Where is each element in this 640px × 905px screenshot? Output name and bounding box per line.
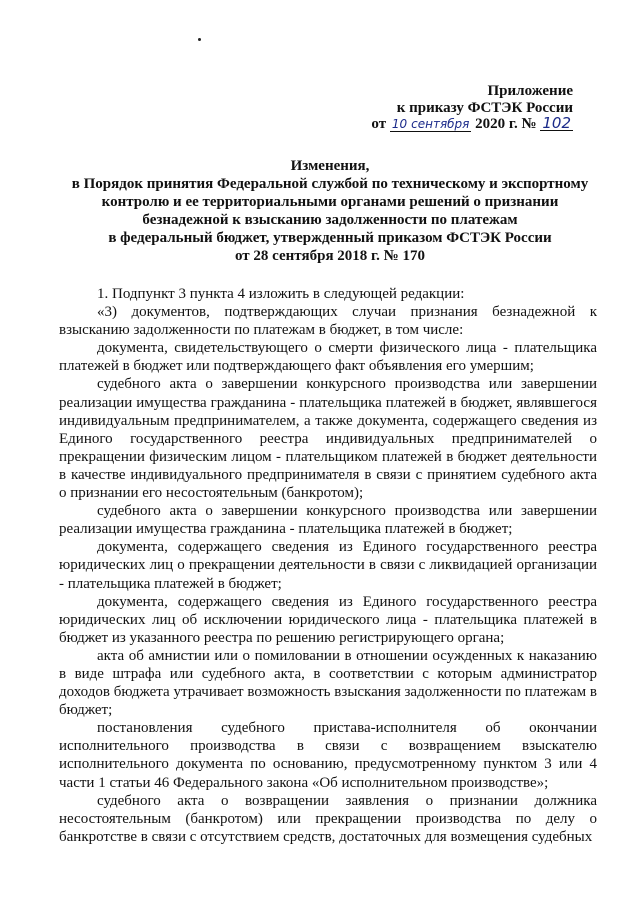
paragraph: «3) документов, подтверждающих случаи признания безнадежной к взысканию задолженности по платежам в бюджет, в том числе: bbox=[59, 304, 597, 339]
title-line-5: в федеральный бюджет, утвержденный приказом ФСТЭК России bbox=[108, 230, 552, 246]
paragraph: 1. Подпункт 3 пункта 4 изложить в следующей редакции: bbox=[97, 286, 465, 302]
paragraph: судебного акта о завершении конкурсного производства или завершении реализации имущества гражданина - плательщика платежей в бюджет, являвшегося индивидуальным предпринимателем, а также документа, содержащего сведения из Единого государственного реестра индивидуальных предпринимателей о прекращении физическим лицом - плательщиком платежей в бюджет деятельности в качестве индивидуального предпринимателя в связи с принятием судебного акта о признании его несостоятельным (банкротом); bbox=[59, 376, 597, 502]
paragraph: постановления судебного пристава-исполнителя об окончании исполнительного производства в связи с возвращением взыскателю исполнительного документа по основанию, предусмотренному пунктом 3 или 4 части 1 статьи 46 Федерального закона «Об исполнительном производстве»; bbox=[59, 720, 597, 791]
handwritten-month: сентября bbox=[411, 117, 470, 131]
appendix-block bbox=[213, 83, 573, 133]
paragraph: документа, содержащего сведения из Единого государственного реестра юридических лиц о прекращении деятельности в связи с ликвидацией организации - плательщика платежей в бюджет; bbox=[59, 539, 597, 592]
scan-speck bbox=[198, 38, 201, 41]
handwritten-day: 10 bbox=[391, 117, 408, 131]
appendix-label: Приложение bbox=[487, 83, 573, 99]
date-year: 2020 г. № bbox=[475, 116, 537, 132]
paragraph: документа, содержащего сведения из Единого государственного реестра юридических лиц об исключении юридического лица - плательщика платежей в бюджет из указанного реестра по решению регистрирующего органа; bbox=[59, 593, 597, 646]
title-line-6: от 28 сентября 2018 г. № 170 bbox=[235, 248, 425, 264]
paragraph: документа, свидетельствующего о смерти физического лица - плательщика платежей в бюджет или подтверждающего факт объявления его умершим; bbox=[59, 340, 597, 375]
appendix-order-ref: к приказу ФСТЭК России bbox=[396, 99, 573, 116]
document-title bbox=[60, 157, 600, 265]
handwritten-order-number: 102 bbox=[542, 114, 571, 132]
paragraph: акта об амнистии или о помиловании в отношении осужденных к наказанию в виде штрафа или судебного акта, в соответствии с которым администратор доходов бюджета утрачивает возможность взыскания задолженности по платежам в бюджет; bbox=[59, 647, 597, 719]
date-prefix: от bbox=[371, 116, 387, 132]
title-line-2: в Порядок принятия Федеральной службой по техническому и экспортному bbox=[71, 176, 589, 192]
paragraph: судебного акта о возвращении заявления о признании должника несостоятельным (банкротом) или прекращении производства по делу о банкротстве в связи с отсутствием средств, достаточных для возмещения судебных bbox=[59, 792, 597, 845]
title-line-3: контролю и ее территориальными органами решений о признании bbox=[101, 194, 559, 210]
document-body bbox=[59, 285, 597, 846]
title-line-4: безнадежной к взысканию задолженности по платежам bbox=[142, 212, 518, 228]
title-line-1: Изменения, bbox=[290, 158, 370, 174]
appendix-date-line bbox=[213, 116, 573, 133]
paragraph: судебного акта о завершении конкурсного производства или завершении реализации имущества гражданина - плательщика платежей в бюджет; bbox=[59, 503, 597, 538]
